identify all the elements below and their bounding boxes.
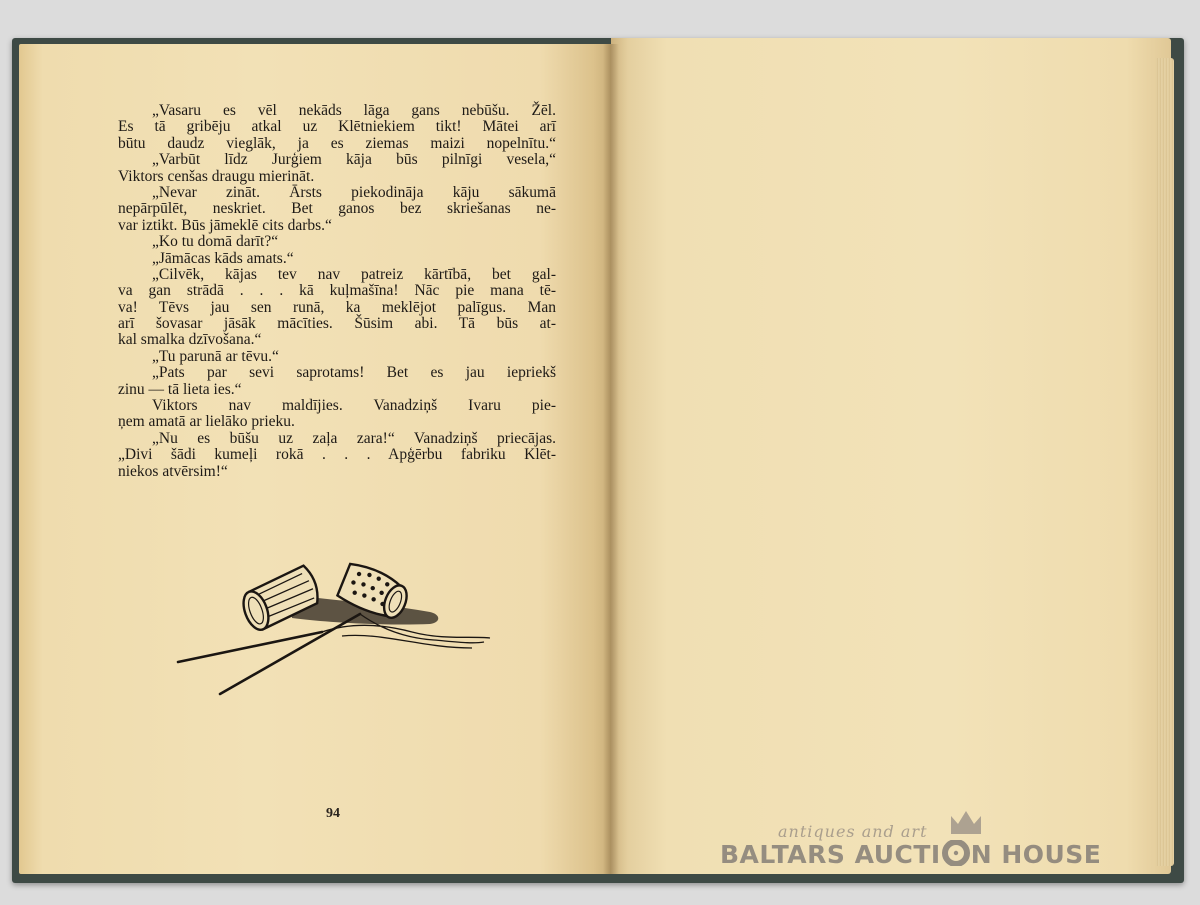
text-line: ņem amatā ar lielāko prieku. — [118, 413, 295, 431]
text-line: var iztikt. Būs jāmeklē cits darbs.“ — [118, 216, 332, 234]
text-line: „Varbūt līdz Jurģiem kāja būs pilnīgi vesela,“ — [152, 151, 556, 169]
text-line: Viktors nav maldījies. Vanadziņš Ivaru pie- — [152, 397, 556, 415]
text-line: „Cilvēk, kājas tev nav patreiz kārtībā, bet gal- — [152, 265, 556, 283]
text-line: „Ko tu domā darīt?“ — [152, 233, 279, 251]
text-line: va gan strādā . . . kā kuļmašīna! Nāc pie mana tē- — [118, 282, 556, 300]
watermark-name-end: N HOUSE — [970, 840, 1102, 869]
text-line: Viktors cenšas draugu mierināt. — [118, 167, 315, 185]
needle-short — [220, 614, 360, 694]
text-line: zinu — tā lieta ies.“ — [118, 380, 242, 398]
text-line: arī šovasar jāsāk mācīties. Šūsim abi. Tā būs at- — [118, 315, 556, 333]
text-line: „Pats par sevi saprotams! Bet es jau iepriekš — [152, 364, 556, 382]
text-line: „Vasaru es vēl nekāds lāga gans nebūšu. Žēl. — [152, 102, 556, 119]
book-gutter — [603, 44, 619, 874]
page-number: 94 — [326, 806, 340, 821]
text-line: „Tu parunā ar tēvu.“ — [152, 347, 279, 365]
text-line: niekos atvērsim!“ — [118, 462, 228, 480]
text-line: „Nu es būšu uz zaļa zara!“ Vanadziņš priecājas. — [152, 429, 556, 447]
right-page-blank — [611, 38, 1171, 874]
thimble-left — [237, 564, 324, 633]
watermark-name-start: BALTARS AUCTI — [720, 840, 941, 869]
text-line: va! Tēvs jau sen runā, ka meklējot palīgus. Man — [118, 298, 556, 316]
text-line: „Nevar zināt. Ārsts piekodināja kāju sākumā — [152, 183, 556, 201]
page-text — [118, 103, 556, 480]
watermark — [720, 808, 1120, 878]
text-line: nepārpūlēt, neskriet. Bet ganos bez skriešanas ne- — [118, 200, 556, 218]
crown-icon — [948, 808, 984, 838]
watermark-name — [720, 840, 1101, 869]
watermark-tagline: antiques and art — [778, 822, 928, 841]
thimbles-needles-illustration — [172, 552, 502, 702]
text-line: „Jāmācas kāds amats.“ — [152, 249, 294, 267]
text-line: Es tā gribēju atkal uz Klētniekiem tikt! Mātei arī — [118, 118, 556, 136]
text-line: kal smalka dzīvošana.“ — [118, 331, 262, 349]
gear-o-icon — [941, 840, 971, 866]
text-line: būtu daudz vieglāk, ja es ziemas maizi nopelnītu.“ — [118, 134, 556, 152]
text-line: „Divi šādi kumeļi rokā . . . Apģērbu fabriku Klēt- — [118, 446, 556, 464]
page-edges — [1156, 58, 1174, 866]
